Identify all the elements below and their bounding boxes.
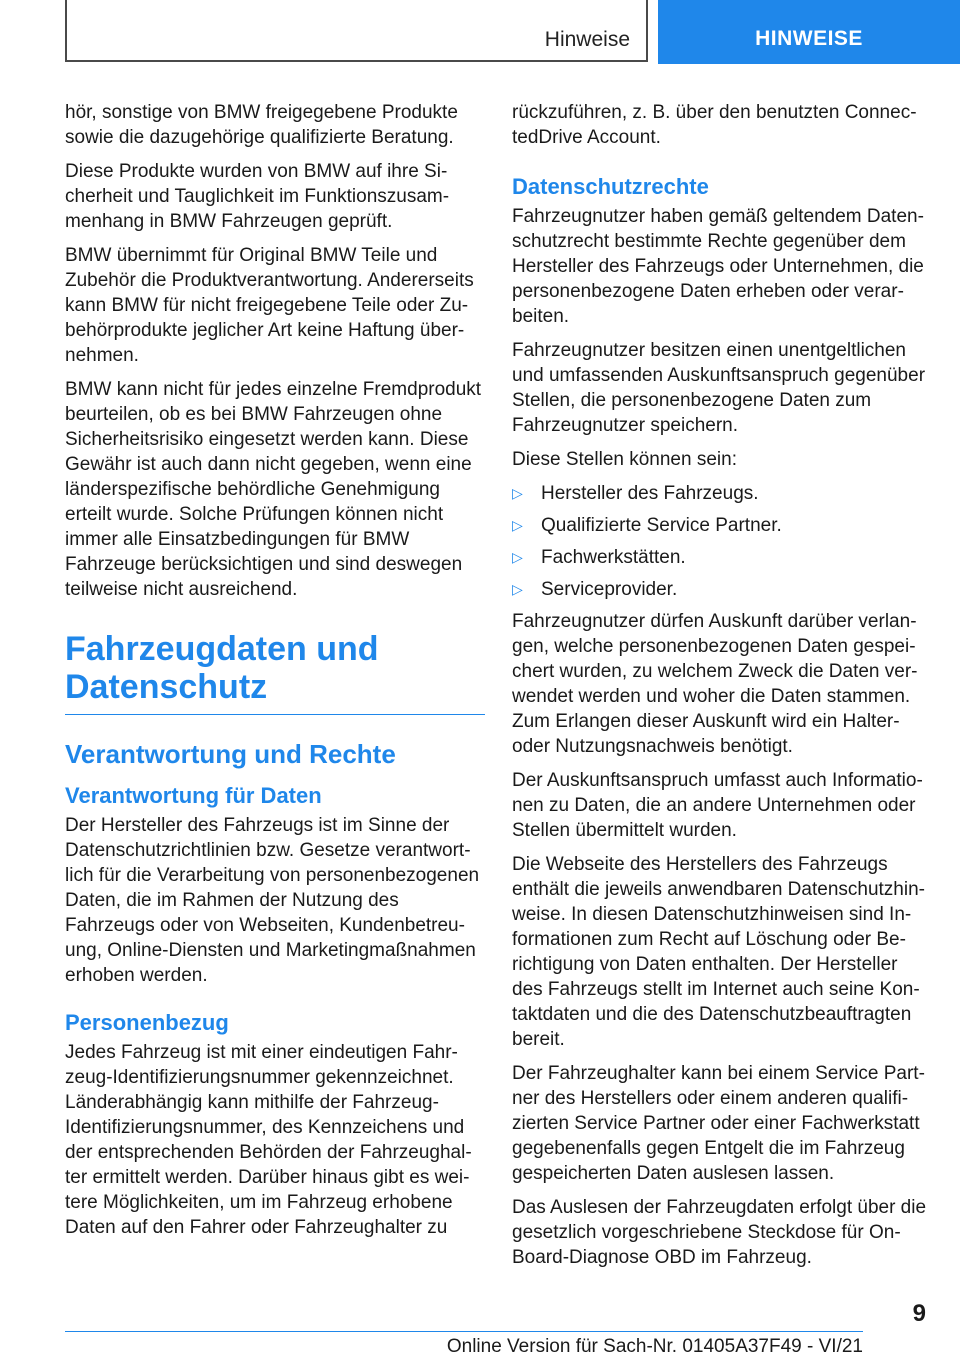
paragraph: Jedes Fahrzeug ist mit einer eindeutigen Fahrzeug-Identifizierungsnummer gekennzeichnet. Länderabhängig kann mithilfe der Fahrzeug-Identifizierungsnummer, des Kennzeichens und der entsprechenden Behörden der Fahrzeughalter ermittelt werden. Darüber hinaus gibt es weitere Möglichkeiten, um im Fahrzeug erhobene Daten auf den Fahrer oder Fahrzeughalter zu <box>65 1042 472 1238</box>
paragraph: Fahrzeugnutzer besitzen einen unentgeltlichen und umfassenden Auskunftsanspruch gegenüber Stellen, die personenbezogene Daten zum Fahrzeugnutzer speichern. <box>512 340 926 436</box>
triangle-right-outline-icon: ▷ <box>512 549 523 565</box>
paragraph: rückzuführen, z. B. über den benutzten ConnectedDrive Account. <box>512 102 917 148</box>
list-item <box>512 481 932 506</box>
paragraph: Der Hersteller des Fahrzeugs ist im Sinne der Datenschutzrichtlinien bzw. Gesetze verantwortlich für die Verarbeitung von personenbezogenen Daten, die im Rahmen der Nutzung des Fahrzeugs oder von Webseiten, Kundenbetreuung, Online-Diensten und Marketingmaßnahmen erhoben werden. <box>65 815 480 986</box>
list-item-text: Serviceprovider. <box>541 579 678 600</box>
left-column <box>65 100 485 1249</box>
list-item-text: Qualifizierte Service Partner. <box>541 515 782 536</box>
list-item-text: Fachwerkstätten. <box>541 547 686 568</box>
paragraph: Das Auslesen der Fahrzeugdaten erfolgt über die gesetzlich vorgeschriebene Steckdose für On-Board-Diagnose OBD im Fahrzeug. <box>512 1197 927 1268</box>
paragraph: BMW übernimmt für Original BMW Teile und Zubehör die Produktverantwortung. Andererseits kann BMW für nicht freigegebene Teile oder Zubehörprodukte jeglicher Art keine Haftung übernehmen. <box>65 245 474 366</box>
subsection-title: Datenschutzrechte <box>512 174 709 199</box>
paragraph: Der Auskunftsanspruch umfasst auch Informationen zu Daten, die an andere Unternehmen oder Stellen übermittelt wurden. <box>512 770 923 841</box>
paragraph: Diese Produkte wurden von BMW auf ihre Sicherheit und Tauglichkeit im Funktionszusammenhang in BMW Fahrzeugen geprüft. <box>65 161 450 232</box>
subsection-title: Personenbezug <box>65 1010 229 1035</box>
footer-version-text: Online Version für Sach-Nr. 01405A37F49 - VI/21 <box>446 1336 863 1357</box>
triangle-right-outline-icon: ▷ <box>512 485 523 501</box>
footer-divider <box>65 1331 863 1332</box>
paragraph: Fahrzeugnutzer dürfen Auskunft darüber verlangen, welche personenbezogenen Daten gespeichert wurden, zu welchem Zweck die Daten verwendet werden und woher die Daten stammen. Zum Erlangen dieser Auskunft wird ein Halter- oder Nutzungsnachweis benötigt. <box>512 611 918 757</box>
paragraph: hör, sonstige von BMW freigegebene Produkte sowie die dazugehörige qualifizierte Beratung. <box>65 102 458 148</box>
paragraph: Diese Stellen können sein: <box>512 449 737 470</box>
list-item <box>512 513 932 538</box>
triangle-right-outline-icon: ▷ <box>512 517 523 533</box>
paragraph: Der Fahrzeughalter kann bei einem Service Partner des Herstellers oder einem anderen qualifizierten Service Partner oder einer Fachwerkstatt gegebenenfalls gegen Entgelt die im Fahrzeug gespeicherten Daten auslesen lassen. <box>512 1063 925 1184</box>
header-section-box <box>65 0 648 62</box>
bullet-list <box>512 481 932 602</box>
section-title: Verantwortung und Rechte <box>65 739 396 769</box>
list-item-text: Hersteller des Fahrzeugs. <box>541 483 759 504</box>
list-item <box>512 545 932 570</box>
list-item <box>512 577 932 602</box>
paragraph: Die Webseite des Herstellers des Fahrzeugs enthält die jeweils anwendbaren Datenschutzhinweise. In diesen Datenschutzhinweisen sind Informationen zum Recht auf Löschung oder Berichtigung von Daten enthalten. Der Hersteller des Fahrzeugs stellt im Internet auch seine Kontaktdaten und die des Datenschutzbeauftragten bereit. <box>512 854 925 1050</box>
right-column <box>512 100 932 1279</box>
paragraph: BMW kann nicht für jedes einzelne Fremdprodukt beurteilen, ob es bei BMW Fahrzeugen ohne Sicherheitsrisiko eingesetzt werden kann. Diese Gewähr ist auch dann nicht gegeben, wenn eine länderspezifische behördliche Genehmigung erteilt wurde. Solche Prüfungen können nicht immer alle Einsatzbedingungen für BMW Fahrzeuge berücksichtigen und sind deswegen teilweise nicht ausreichend. <box>65 379 482 600</box>
header-chapter-tab-label: HINWEISE <box>755 27 863 50</box>
subsection-title: Verantwortung für Daten <box>65 783 322 808</box>
paragraph: Fahrzeugnutzer haben gemäß geltendem Datenschutzrecht bestimmte Rechte gegenüber dem Hersteller des Fahrzeugs oder Unternehmen, die personenbezogene Daten erheben oder verarbeiten. <box>512 206 924 327</box>
chapter-title: Fahrzeugdaten und Datenschutz <box>65 630 485 715</box>
header-chapter-tab[interactable] <box>658 0 960 64</box>
page-number: 9 <box>912 1300 926 1327</box>
triangle-right-outline-icon: ▷ <box>512 581 523 597</box>
header-section-title: Hinweise <box>544 28 630 51</box>
